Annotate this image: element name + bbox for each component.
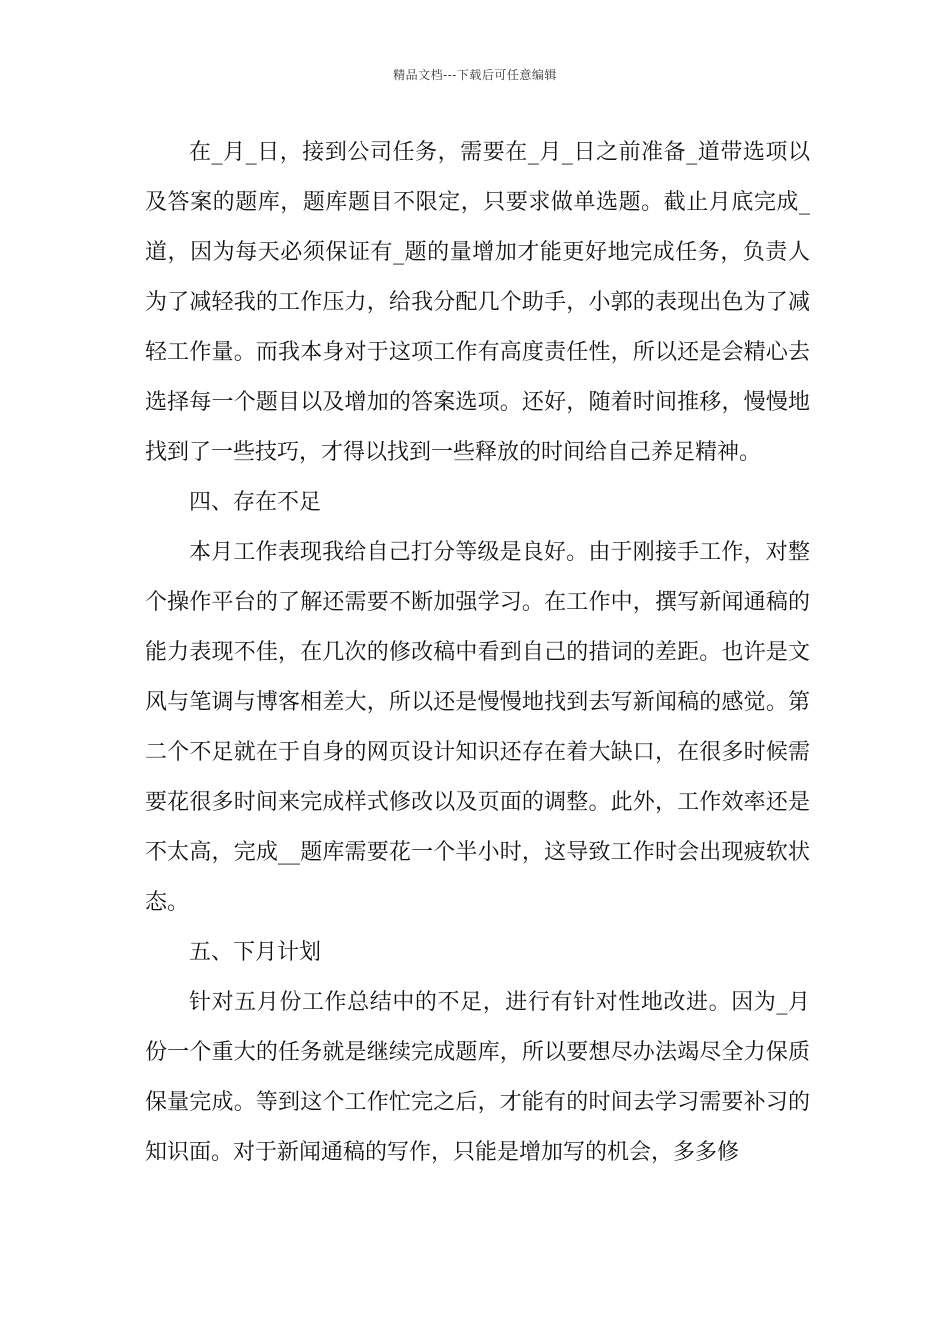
section-heading-next-month-plan: 五、下月计划 <box>189 940 322 965</box>
paragraph-shortcomings: 本月工作表现我给自己打分等级是良好。由于刚接手工作，对整个操作平台的了解还需要不断加强学习。在工作中，撰写新闻通稿的能力表现不佳，在几次的修改稿中看到自己的措词的差距。也许是文风与笔调与博客相差大，所以还是慢慢地找到去写新闻稿的感觉。第二个不足就在于自身的网页设计知识还存在着大缺口，在很多时候需要花很多时间来完成样式修改以及页面的调整。此外，工作效率还是不太高，完成__题库需要花一个半小时，这导致工作时会出现疲软状态。 <box>145 540 810 915</box>
paragraph-question-bank: 在_月_日，接到公司任务，需要在_月_日之前准备_道带选项以及答案的题库，题库题目不限定，只要求做单选题。截止月底完成_道，因为每天必须保证有_题的量增加才能更好地完成任务，负责人为了减轻我的工作压力，给我分配几个助手，小郭的表现出色为了减轻工作量。而我本身对于这项工作有高度责任性，所以还是会精心去选择每一个题目以及增加的答案选项。还好，随着时间推移，慢慢地找到了一些技巧，才得以找到一些释放的时间给自己养足精神。 <box>145 140 810 465</box>
paragraph-next-month-plan: 针对五月份工作总结中的不足，进行有针对性地改进。因为_月份一个重大的任务就是继续完成题库，所以要想尽办法竭尽全力保质保量完成。等到这个工作忙完之后，才能有的时间去学习需要补习的知识面。对于新闻通稿的写作，只能是增加写的机会，多多修 <box>145 990 810 1165</box>
page-header: 精品文档---下载后可任意编辑 <box>393 68 557 82</box>
section-heading-shortcomings: 四、存在不足 <box>189 490 322 515</box>
document-body <box>145 128 810 1178</box>
